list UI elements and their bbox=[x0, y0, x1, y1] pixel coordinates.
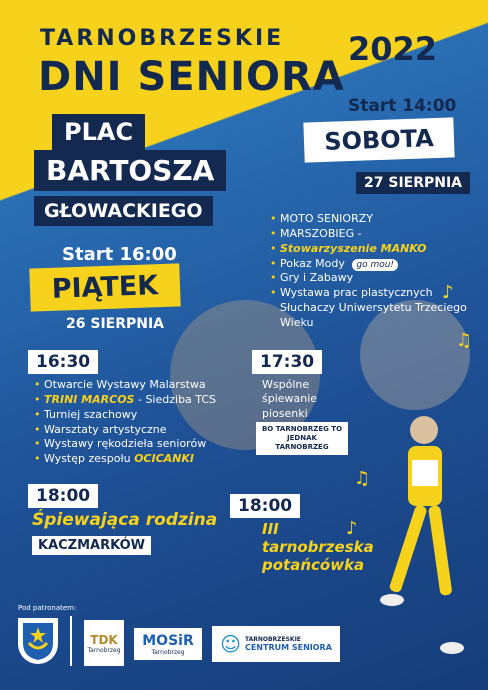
saturday-event-list bbox=[270, 212, 475, 331]
centrum-seniora-top: TARNOBRZESKIE bbox=[244, 636, 301, 643]
people-icon: ☺ bbox=[220, 632, 241, 656]
place-line3: GŁOWACKIEGO bbox=[34, 196, 213, 226]
friday-date: 26 SIERPNIA bbox=[66, 316, 165, 332]
mosir-logo-text: MOSiR bbox=[142, 632, 194, 649]
saturday-event-org-text: Stowarzyszenie MANKO bbox=[280, 241, 427, 255]
mosir-logo bbox=[134, 628, 202, 660]
friday-event: • Wystawy rękodzieła seniorów bbox=[34, 437, 234, 452]
fashion-show-label: Pokaz Mody bbox=[280, 256, 345, 270]
friday-event-detail bbox=[34, 393, 234, 408]
saturday-event3: III tarnobrzeska potańcówka bbox=[262, 520, 374, 574]
tdk-logo-text: TDK bbox=[90, 632, 118, 647]
centrum-seniora-text bbox=[245, 636, 332, 652]
music-note-icon: ♪ bbox=[442, 282, 454, 303]
friday-time2: 18:00 bbox=[28, 484, 98, 508]
centrum-seniora-logo bbox=[212, 626, 340, 662]
saturday-time3: 18:00 bbox=[230, 494, 300, 518]
saturday-event bbox=[270, 257, 475, 272]
music-note-icon: ♪ bbox=[346, 518, 358, 539]
friday-event: • Otwarcie Wystawy Malarstwa bbox=[34, 378, 234, 393]
saturday-event2: Wspólne śpiewanie piosenki bbox=[262, 378, 318, 420]
friday-day: PIĄTEK bbox=[29, 263, 180, 311]
page-title: DNI SENIORA bbox=[38, 54, 345, 100]
pretitle: TARNOBRZESKIE bbox=[40, 26, 285, 51]
band-label: Występ zespołu bbox=[44, 452, 131, 466]
crest-icon bbox=[21, 621, 55, 661]
place-line1: PLAC bbox=[52, 114, 145, 150]
saturday-event: • MARSZOBIEG - bbox=[270, 227, 475, 242]
saturday-date: 27 SIERPNIA bbox=[356, 172, 470, 194]
band-name: OCICANKI bbox=[134, 452, 195, 466]
saturday-start: Start 14:00 bbox=[348, 96, 457, 116]
slogan-badge: BO TARNOBRZEG TO JEDNAK TARNOBRZEG bbox=[256, 422, 348, 455]
saturday-event: • MOTO SENIORZY bbox=[270, 212, 475, 227]
venue-name: - Siedziba TCS bbox=[137, 392, 217, 406]
friday-event2-line2: KACZMARKÓW bbox=[32, 536, 151, 555]
saturday-event: • Gry i Zabawy bbox=[270, 271, 475, 286]
music-note-icon: ♫ bbox=[456, 330, 473, 351]
saturday-time2: 17:30 bbox=[252, 350, 322, 374]
city-crest-logo bbox=[18, 618, 58, 664]
dancer-illustration bbox=[372, 410, 472, 660]
music-note-icon: ♫ bbox=[354, 468, 371, 489]
place-line2: BARTOSZA bbox=[34, 150, 226, 191]
artist-name: TRINI MARCOS bbox=[44, 392, 135, 406]
friday-start: Start 16:00 bbox=[62, 244, 177, 265]
friday-event2-line1: Śpiewająca rodzina bbox=[32, 510, 218, 530]
logo-divider bbox=[70, 616, 72, 666]
mosir-logo-sub: Tarnobrzeg bbox=[151, 648, 185, 656]
patronage-label: Pod patronatem: bbox=[18, 604, 77, 612]
saturday-day: SOBOTA bbox=[303, 117, 454, 162]
friday-event bbox=[34, 452, 234, 467]
friday-time1: 16:30 bbox=[28, 350, 98, 374]
saturday-event: • Wystawa prac plastycznych Słuchaczy Uniwersytetu Trzeciego Wieku bbox=[270, 286, 475, 331]
fashion-tag: go mou! bbox=[352, 259, 398, 271]
friday-event-list bbox=[34, 378, 234, 467]
friday-event: • Turniej szachowy bbox=[34, 408, 234, 423]
centrum-seniora-name: CENTRUM SENIORA bbox=[244, 643, 332, 652]
friday-event: • Warsztaty artystyczne bbox=[34, 423, 234, 438]
tdk-logo bbox=[84, 620, 124, 666]
year: 2022 bbox=[348, 30, 438, 68]
saturday-event-org bbox=[270, 242, 475, 257]
tdk-logo-sub: Tarnobrzeg bbox=[87, 646, 121, 654]
